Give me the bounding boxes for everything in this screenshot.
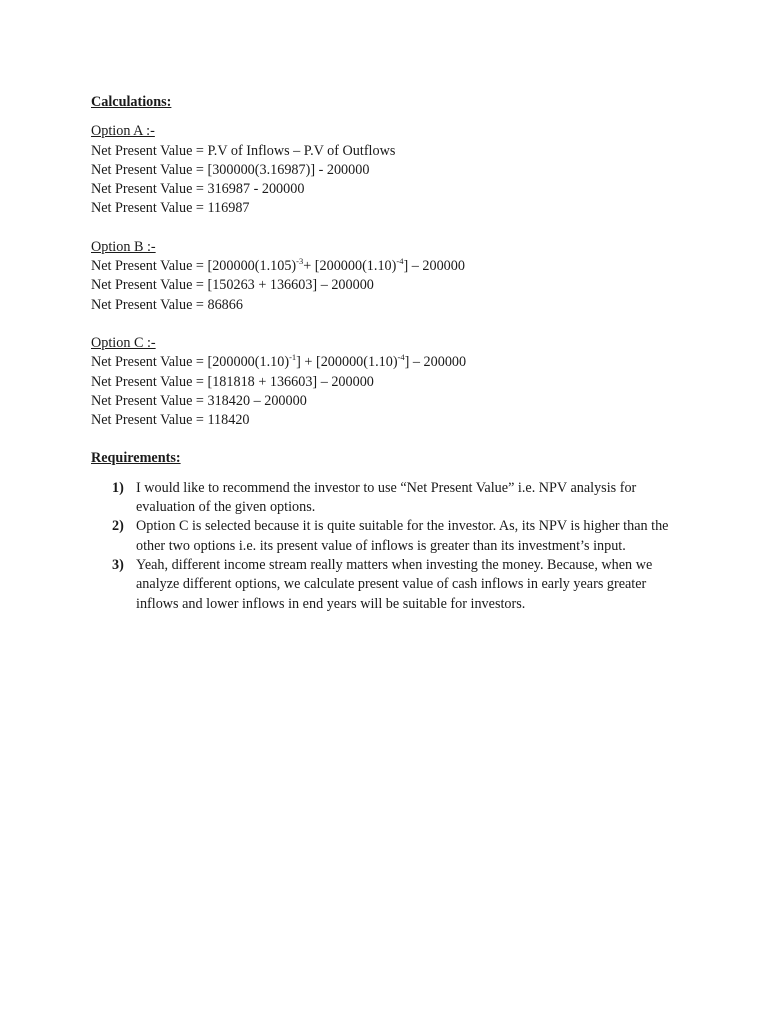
option-c-eq-part-2: ] + [200000(1.10) xyxy=(296,354,398,371)
option-a-line-4: Net Present Value = 116987 xyxy=(91,200,250,217)
option-a-line-1: Net Present Value = P.V of Inflows – P.V of Outflows xyxy=(91,142,396,159)
requirements-heading: Requirements: xyxy=(91,450,181,467)
option-a-line-2: Net Present Value = [300000(3.16987)] - 200000 xyxy=(91,161,370,178)
requirement-item-1 xyxy=(91,479,681,518)
option-c-eq-exponent-2: -4 xyxy=(397,352,405,363)
option-c-equation xyxy=(91,353,691,372)
requirement-text-3: Yeah, different income stream really matters when investing the money. Because, when we analyze different options, we calculate present value of cash inflows in early years greater inflows and lower inflows in end years will be suitable for investors. xyxy=(136,556,653,612)
option-c-line-3: Net Present Value = 318420 – 200000 xyxy=(91,392,307,409)
option-b-eq-part-2: + [200000(1.10) xyxy=(303,258,397,275)
requirement-number-2: 2) xyxy=(112,518,124,535)
option-b-line-2: Net Present Value = [150263 + 136603] – 200000 xyxy=(91,277,374,294)
option-c-line-4: Net Present Value = 118420 xyxy=(91,412,250,429)
option-b-equation xyxy=(91,257,691,276)
calculations-heading: Calculations: xyxy=(91,94,172,110)
option-a-line-3: Net Present Value = 316987 - 200000 xyxy=(91,181,305,198)
requirement-item-2 xyxy=(91,517,681,556)
option-c-title: Option C :- xyxy=(91,334,156,351)
requirement-item-3 xyxy=(91,556,681,614)
requirements-list xyxy=(91,479,691,614)
requirement-text-2: Option C is selected because it is quite suitable for the investor. As, its NPV is higher than the other two options i.e. its present value of inflows is greater than its investment’s input. xyxy=(136,518,669,554)
option-b-eq-part-1: Net Present Value = [200000(1.105) xyxy=(91,258,297,275)
option-c-block xyxy=(91,334,691,430)
option-b-block xyxy=(91,238,691,315)
option-b-eq-exponent-2: -4 xyxy=(396,256,404,267)
option-c-eq-part-3: ] – 200000 xyxy=(404,354,467,371)
option-c-line-2: Net Present Value = [181818 + 136603] – 200000 xyxy=(91,373,374,390)
option-b-eq-part-3: ] – 200000 xyxy=(403,258,465,275)
document-content xyxy=(91,93,691,614)
option-b-title: Option B :- xyxy=(91,238,156,255)
option-b-line-3: Net Present Value = 86866 xyxy=(91,296,243,313)
option-a-block xyxy=(91,122,691,218)
option-a-title: Option A :- xyxy=(91,123,155,140)
option-c-eq-part-1: Net Present Value = [200000(1.10) xyxy=(91,354,290,371)
requirement-number-3: 3) xyxy=(112,556,124,573)
requirement-number-1: 1) xyxy=(112,479,124,496)
option-b-eq-exponent-1: -3 xyxy=(296,256,304,267)
option-c-eq-exponent-1: -1 xyxy=(289,352,297,363)
requirement-text-1: I would like to recommend the investor to use “Net Present Value” i.e. NPV analysis for evaluation of the given options. xyxy=(136,479,637,516)
